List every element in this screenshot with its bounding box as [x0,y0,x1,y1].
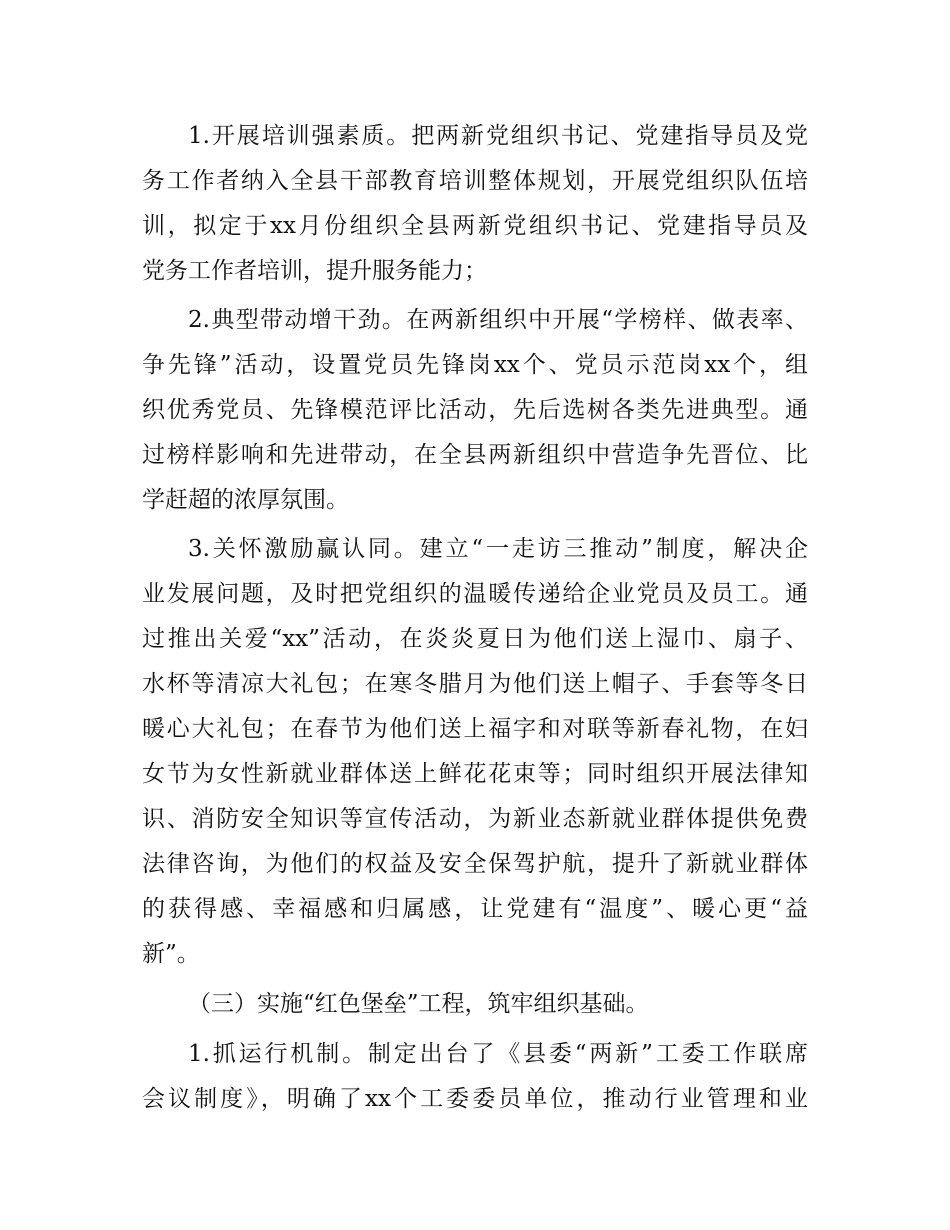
paragraph-3-line-10: 新”。 [142,941,200,967]
paragraph-3-line-7: 识、消防安全知识等宣传活动，为新业态新就业群体提供免费 [142,806,808,832]
paragraph-3-line-9: 的获得感、幸福感和归属感，让党建有“温度”、暖心更“益 [142,896,808,922]
paragraph-2-line-1: 2.典型带动增干劲。在两新组织中开展“学榜样、做表率、 [188,307,808,333]
paragraph-2-line-3: 织优秀党员、先锋模范评比活动，先后选树各类先进典型。通 [142,397,808,423]
paragraph-3-line-6: 女节为女性新就业群体送上鲜花花束等；同时组织开展法律知 [142,761,808,787]
paragraph-3-line-3: 过推出关爱“xx”活动，在炎炎夏日为他们送上湿巾、扇子、 [142,626,808,652]
paragraph-2-line-2: 争先锋”活动，设置党员先锋岗xx个、党员示范岗xx个，组 [142,352,808,378]
paragraph-3-line-8: 法律咨询，为他们的权益及安全保驾护航，提升了新就业群体 [142,851,808,877]
paragraph-3-line-5: 暖心大礼包；在春节为他们送上福字和对联等新春礼物，在妇 [142,716,808,742]
paragraph-1-line-2: 务工作者纳入全县干部教育培训整体规划，开展党组织队伍培 [142,168,808,194]
paragraph-3-line-2: 业发展问题，及时把党组织的温暖传递给企业党员及员工。通 [142,581,808,607]
paragraph-3-line-1: 3.关怀激励赢认同。建立“一走访三推动”制度，解决企 [188,536,808,562]
paragraph-2-line-5: 学赶超的浓厚氛围。 [142,487,349,513]
paragraph-1-line-4: 党务工作者培训，提升服务能力； [142,258,487,284]
paragraph-1-line-3: 训，拟定于xx月份组织全县两新党组织书记、党建指导员及 [142,213,808,239]
paragraph-4-line-2: 会议制度》，明确了xx个工委委员单位，推动行业管理和业 [142,1086,808,1112]
paragraph-1-line-1: 1.开展培训强素质。把两新党组织书记、党建指导员及党 [188,123,808,149]
paragraph-2-line-4: 过榜样影响和先进带动，在全县两新组织中营造争先晋位、比 [142,442,808,468]
paragraph-3-line-4: 水杯等清凉大礼包；在寒冬腊月为他们送上帽子、手套等冬日 [142,671,808,697]
paragraph-4-line-1: 1.抓运行机制。制定出台了《县委“两新”工委工作联席 [188,1041,808,1067]
section-heading: （三）实施“红色堡垒”工程，筑牢组织基础。 [188,991,649,1017]
